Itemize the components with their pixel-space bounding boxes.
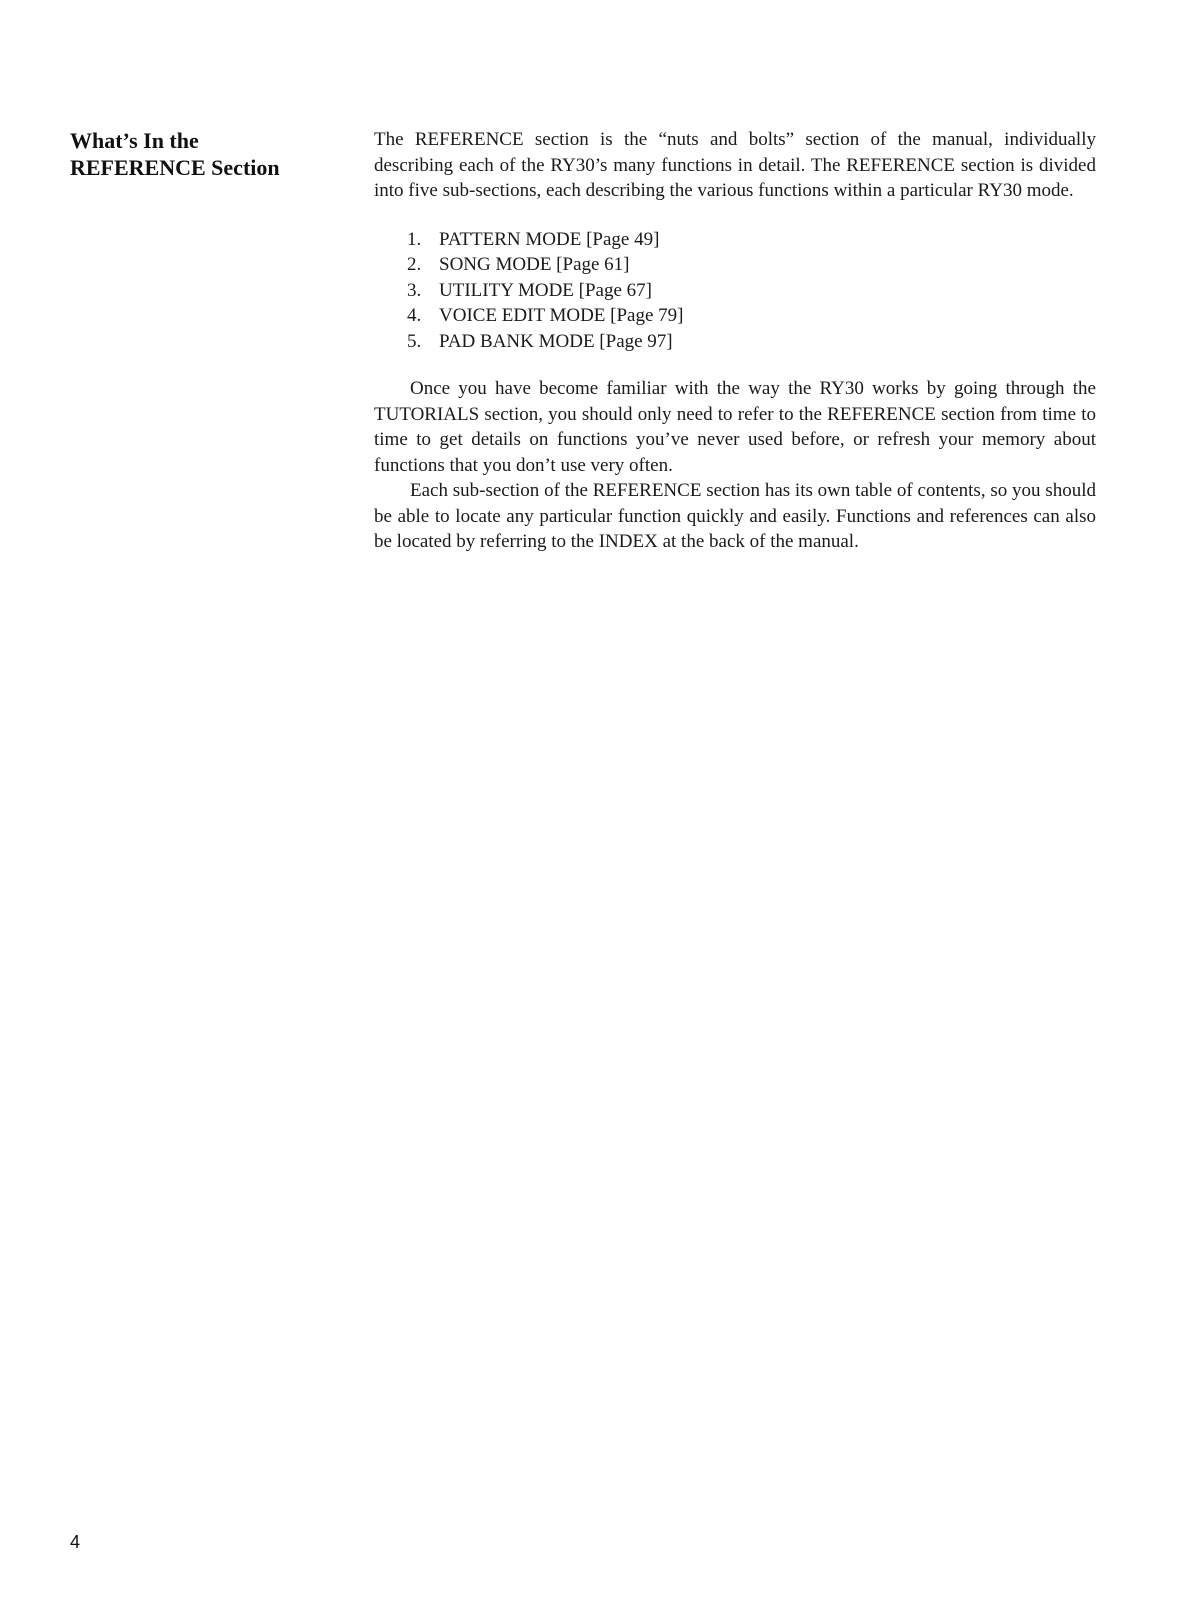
list-item-label: PAD BANK MODE [Page 97] [439, 330, 673, 352]
index-paragraph: Each sub-section of the REFERENCE section has its own table of contents, so you should be able to locate any particular function quickly and easily. Functions and references can also be located by referring to the INDEX at the back of the manual. [374, 480, 1096, 552]
list-item-label: UTILITY MODE [Page 67] [439, 279, 652, 301]
intro-paragraph: The REFERENCE section is the “nuts and bolts” section of the manual, individually describing each of the RY30’s many functions in detail. The REFERENCE section is divided into five sub-sections, each describing the various functions within a particular RY30 mode. [374, 129, 1096, 201]
list-item-number: 3. [407, 279, 422, 301]
list-item-number: 1. [407, 228, 422, 250]
mode-list [374, 227, 1096, 355]
list-item [407, 329, 1096, 355]
main-body [374, 127, 1096, 555]
list-item [407, 252, 1096, 278]
list-item-label: VOICE EDIT MODE [Page 79] [439, 305, 684, 326]
tutorials-paragraph: Once you have become familiar with the way the RY30 works by going through the TUTORIALS section, you should only need to refer to the REFERENCE section from time to time to get details on functions you’ve never used before, or refresh your memory about functions that you don’t use very often. [374, 378, 1096, 476]
section-heading [70, 127, 340, 181]
list-item-number: 5. [407, 330, 422, 352]
list-item [407, 227, 1096, 253]
list-item [407, 303, 1096, 329]
section-heading-line-2: REFERENCE Section [70, 155, 280, 180]
list-item-number: 2. [407, 254, 422, 275]
list-item-number: 4. [407, 305, 422, 326]
section-heading-line-1: What’s In the [70, 128, 199, 153]
list-item [407, 278, 1096, 304]
list-item-label: SONG MODE [Page 61] [439, 254, 630, 275]
list-item-label: PATTERN MODE [Page 49] [439, 228, 660, 250]
page-number: 4 [70, 1532, 81, 1552]
